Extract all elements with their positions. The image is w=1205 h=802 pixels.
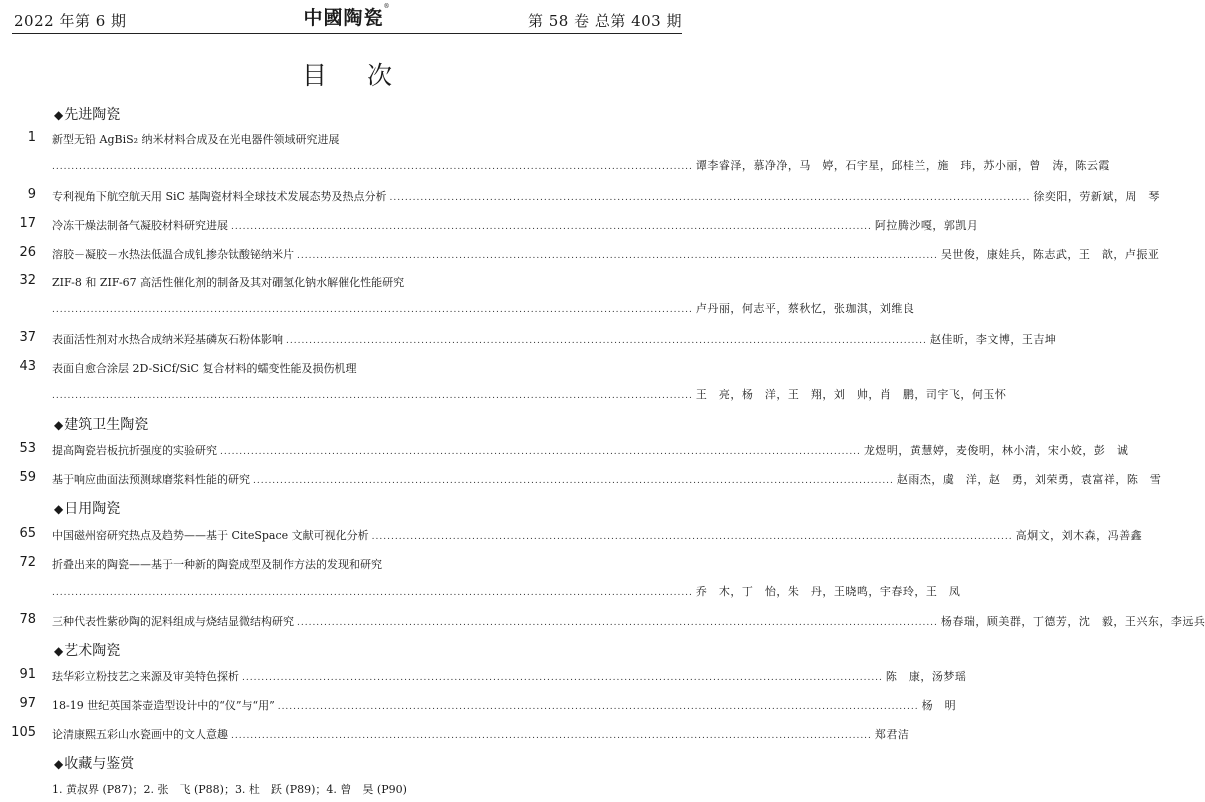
toc-title: 新型无铅 AgBiS₂ 纳米材料合成及在光电器件领域研究进展 — [52, 133, 340, 146]
collection-note: 1. 黄叔界 (P87)；2. 张 飞 (P88)；3. 杜 跃 (P89)；4. 曾 昊 (P90) — [52, 783, 407, 796]
toc-title: 中国磁州窑研究热点及趋势——基于 CiteSpace 文献可视化分析 — [52, 529, 369, 542]
page-title: 目次 — [301, 61, 432, 90]
header-divider — [12, 33, 682, 34]
toc-entry-authors: ...................................................................................................................................................................... 王 亮，杨 洋，王 翔，刘 帅，肖 鹏，司宇飞，何玉怀 — [52, 388, 1007, 401]
registered-mark: ® — [383, 3, 391, 10]
toc-authors: 陈 康，汤梦瑶 — [885, 670, 967, 683]
logo-text: 中國陶瓷 — [303, 7, 384, 29]
toc-authors: 徐奕阳，劳新斌，周 琴 — [1033, 190, 1160, 203]
toc-page: 26 — [19, 245, 36, 260]
toc-title: 专利视角下航空航天用 SiC 基陶瓷材料全球技术发展态势及热点分析 — [52, 190, 387, 203]
section-heading-advanced: ◆先进陶瓷 — [54, 107, 121, 123]
toc-title: 表面活性剂对水热合成纳米羟基磷灰石粉体影响 — [52, 333, 283, 346]
toc-page: 43 — [19, 359, 36, 374]
toc-entry-authors: ...................................................................................................................................................................... 卢丹丽，何志平，蔡秋忆，张珈淇，刘维良 — [52, 302, 915, 315]
toc-page: 65 — [19, 526, 36, 541]
toc-authors: 谭李睿泽，慕净净，马 婷，石宇星，邱桂兰，施 玮，苏小丽，曾 涛，陈云霞 — [695, 159, 1110, 172]
toc-entry[interactable]: 珐华彩立粉技艺之来源及审美特色探析 ...................................................................................................................................................................... 陈 康，汤梦瑶 — [52, 670, 967, 683]
toc-authors: 赵雨杰，虞 洋，赵 勇，刘荣勇，袁富祥，陈 雪 — [896, 473, 1162, 486]
section-heading-collection: ◆收藏与鉴赏 — [54, 756, 135, 772]
toc-title: 18-19 世纪英国茶壶造型设计中的“仪”与“用” — [52, 699, 275, 712]
toc-title: 表面自愈合涂层 2D-SiCf/SiC 复合材料的蠕变性能及损伤机理 — [52, 362, 357, 375]
toc-entry[interactable] — [52, 556, 664, 574]
toc-page: 53 — [19, 441, 36, 456]
toc-page: 91 — [19, 667, 36, 682]
toc-entry-authors: ...................................................................................................................................................................... 乔 木，丁 怡，朱 丹，王晓鸣，宇春玲，王 凤 — [52, 585, 961, 598]
diamond-icon: ◆ — [54, 418, 64, 432]
toc-authors: 高炯文，刘木森，冯善鑫 — [1015, 529, 1143, 542]
toc-entry[interactable] — [52, 360, 664, 378]
toc-entry[interactable] — [52, 274, 664, 292]
toc-page: 17 — [19, 216, 36, 231]
toc-page: 105 — [11, 725, 36, 740]
toc-title: 提高陶瓷岩板抗折强度的实验研究 — [52, 444, 217, 457]
toc-page: 72 — [19, 555, 36, 570]
toc-title: ZIF-8 和 ZIF-67 高活性催化剂的制备及其对硼氢化钠水解催化性能研究 — [52, 276, 405, 289]
toc-authors: 龙煜明，黄慧婷，麦俊明，林小清，宋小姣，彭 诚 — [863, 444, 1129, 457]
toc-title: 溶胶－凝胶－水热法低温合成钆掺杂钛酸铋纳米片 — [52, 248, 294, 261]
toc-title: 论清康熙五彩山水瓷画中的文人意趣 — [52, 728, 228, 741]
toc-page: 9 — [27, 187, 36, 202]
toc-entry[interactable]: 基于响应曲面法预测球磨浆料性能的研究 ...................................................................................................................................................................... 赵雨杰，虞 洋，赵 勇，刘荣勇，袁富祥，陈 雪 — [52, 473, 1162, 486]
toc-entry[interactable]: 溶胶－凝胶－水热法低温合成钆掺杂钛酸铋纳米片 ...................................................................................................................................................................... 吴世俊，康娃兵，陈志武，王 歆，卢振亚 — [52, 248, 1160, 261]
toc-page: 1 — [27, 130, 36, 145]
section-heading-art: ◆艺术陶瓷 — [54, 643, 121, 659]
toc-authors: 杨春瑞，顾美群，丁德芳，沈 毅，王兴东，李远兵 — [940, 615, 1205, 628]
toc-entry[interactable]: 表面活性剂对水热合成纳米羟基磷灰石粉体影响 ...................................................................................................................................................................... 赵佳昕，李文博，王吉坤 — [52, 333, 1057, 346]
issue-label: 2022 年第 6 期 — [14, 12, 127, 30]
toc-entry-authors: ...................................................................................................................................................................... 谭李睿泽，慕净净，马 婷，石宇星，邱桂兰，施 玮，苏小丽，曾 涛，陈云霞 — [52, 159, 1110, 172]
toc-title: 珐华彩立粉技艺之来源及审美特色探析 — [52, 670, 239, 683]
toc-page: 97 — [19, 696, 36, 711]
diamond-icon: ◆ — [54, 108, 64, 122]
toc-entry[interactable]: 冷冻干燥法制备气凝胶材料研究进展 ...................................................................................................................................................................... 阿拉腾沙嘎，郭凯月 — [52, 219, 979, 232]
toc-entry[interactable]: 中国磁州窑研究热点及趋势——基于 CiteSpace 文献可视化分析 ...................................................................................................................................................................... 高炯文，刘木森，冯善鑫 — [52, 529, 1143, 542]
toc-authors: 杨 明 — [921, 699, 957, 712]
toc-authors: 卢丹丽，何志平，蔡秋忆，张珈淇，刘维良 — [695, 302, 915, 315]
toc-entry[interactable]: 提高陶瓷岩板抗折强度的实验研究 ...................................................................................................................................................................... 龙煜明，黄慧婷，麦俊明，林小清，宋小姣，彭 诚 — [52, 444, 1129, 457]
toc-title: 基于响应曲面法预测球磨浆料性能的研究 — [52, 473, 250, 486]
toc-entry[interactable]: 论清康熙五彩山水瓷画中的文人意趣 ...................................................................................................................................................................... 郑君洁 — [52, 728, 910, 741]
toc-authors: 乔 木，丁 怡，朱 丹，王晓鸣，宇春玲，王 凤 — [695, 585, 961, 598]
toc-authors: 王 亮，杨 洋，王 翔，刘 帅，肖 鹏，司宇飞，何玉怀 — [695, 388, 1007, 401]
toc-title: 三种代表性紫砂陶的泥料组成与烧结显微结构研究 — [52, 615, 294, 628]
diamond-icon: ◆ — [54, 757, 64, 771]
toc-entry[interactable]: 18-19 世纪英国茶壶造型设计中的“仪”与“用” ...................................................................................................................................................................... 杨 明 — [52, 699, 957, 712]
toc-entry[interactable]: 专利视角下航空航天用 SiC 基陶瓷材料全球技术发展态势及热点分析 ...................................................................................................................................................................... 徐奕阳，劳新斌，周 琴 — [52, 190, 1160, 203]
diamond-icon: ◆ — [54, 644, 64, 658]
toc-page: 59 — [19, 470, 36, 485]
toc-title: 折叠出来的陶瓷——基于一种新的陶瓷成型及制作方法的发现和研究 — [52, 558, 382, 571]
toc-authors: 赵佳昕，李文博，王吉坤 — [929, 333, 1057, 346]
toc-entry[interactable]: 三种代表性紫砂陶的泥料组成与烧结显微结构研究 ...................................................................................................................................................................... 杨春瑞，顾美群，丁德芳，沈 毅，王兴东，李远兵 — [52, 615, 1205, 628]
section-heading-building: ◆建筑卫生陶瓷 — [54, 417, 149, 433]
toc-authors: 阿拉腾沙嘎，郭凯月 — [874, 219, 979, 232]
toc-authors: 郑君洁 — [874, 728, 910, 741]
section-heading-daily: ◆日用陶瓷 — [54, 501, 121, 517]
toc-page: 32 — [19, 273, 36, 288]
toc-authors: 吴世俊，康娃兵，陈志武，王 歆，卢振亚 — [940, 248, 1160, 261]
toc-page: 37 — [19, 330, 36, 345]
toc-title: 冷冻干燥法制备气凝胶材料研究进展 — [52, 219, 228, 232]
volume-label: 第 58 卷 总第 403 期 — [527, 12, 682, 30]
toc-page: 78 — [19, 612, 36, 627]
diamond-icon: ◆ — [54, 502, 64, 516]
toc-entry[interactable] — [52, 131, 664, 149]
